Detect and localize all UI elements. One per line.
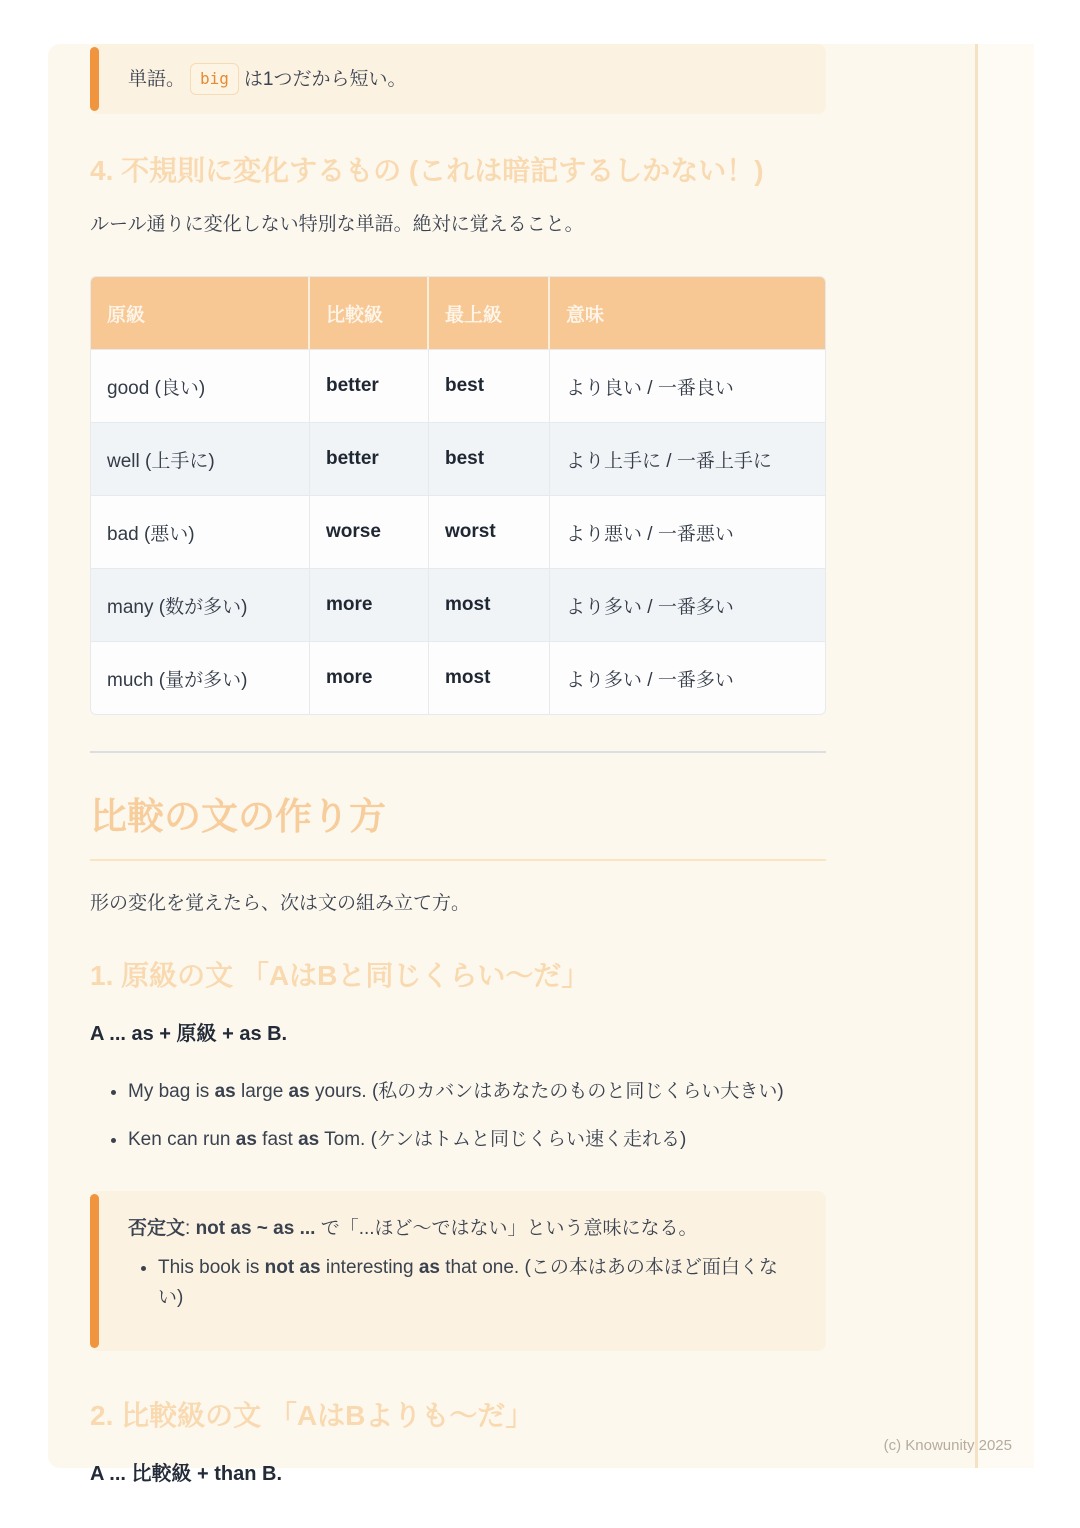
section-divider — [90, 751, 826, 753]
positive-example-list — [90, 1077, 826, 1155]
cell-comparative: more — [310, 641, 429, 714]
column-header-meaning: 意味 — [550, 277, 826, 349]
table-row — [91, 641, 826, 714]
cell-meaning: より良い / 一番良い — [550, 349, 826, 422]
cell-superlative: most — [429, 641, 550, 714]
document-content — [90, 44, 826, 1487]
cell-comparative: worse — [310, 495, 429, 568]
cell-meaning: より多い / 一番多い — [550, 568, 826, 641]
cell-comparative: better — [310, 422, 429, 495]
cell-meaning: より上手に / 一番上手に — [550, 422, 826, 495]
page-margin-divider — [975, 44, 978, 1468]
list-item: • My bag is as large as yours. (私のカバンはあなたのものと同じくらい大きい) — [128, 1077, 826, 1107]
cell-superlative: best — [429, 422, 550, 495]
section-heading-irregular: 4. 不規則に変化するもの (これは暗記するしかない！) — [90, 155, 764, 186]
cell-superlative: most — [429, 568, 550, 641]
irregular-comparison-table — [91, 277, 826, 714]
section-heading-comparative: 2. 比較級の文 「AはBよりも〜だ」 — [90, 1400, 534, 1431]
table-row — [91, 349, 826, 422]
cell-base-form: good (良い) — [91, 349, 310, 422]
positive-formula: A ... as + 原級 + as B. — [90, 1023, 288, 1045]
section-heading-positive: 1. 原級の文 「AはBと同じくらい〜だ」 — [90, 960, 590, 991]
column-header-comparative: 比較級 — [310, 277, 429, 349]
copyright-watermark: (c) Knowunity 2025 — [883, 1437, 1012, 1454]
note-callout-top — [90, 44, 826, 114]
callout-text-after: は1つだから短い。 — [243, 69, 407, 90]
cell-superlative: worst — [429, 495, 550, 568]
negative-note-text: 否定文: not as ~ as ... で「...ほど〜ではない」という意味になる。 — [128, 1218, 698, 1239]
table-row — [91, 495, 826, 568]
main-heading-sentence-building: 比較の文の作り方 — [90, 795, 826, 861]
cell-base-form: bad (悪い) — [91, 495, 310, 568]
table-row — [91, 568, 826, 641]
comparative-formula: A ... 比較級 + than B. — [90, 1463, 283, 1485]
inline-code-big: big — [190, 63, 239, 95]
list-item: • This book is not as interesting as that one. (この本はあの本ほど面白くない) — [158, 1253, 800, 1313]
cell-meaning: より悪い / 一番悪い — [550, 495, 826, 568]
column-header-superlative: 最上級 — [429, 277, 550, 349]
cell-comparative: more — [310, 568, 429, 641]
irregular-intro-text: ルール通りに変化しない特別な単語。絶対に覚えること。 — [90, 214, 584, 235]
column-header-base: 原級 — [91, 277, 310, 349]
cell-base-form: well (上手に) — [91, 422, 310, 495]
negative-note-callout — [90, 1191, 826, 1351]
table-row — [91, 422, 826, 495]
table-header-row — [91, 277, 826, 349]
irregular-table-wrap — [90, 276, 826, 715]
cell-meaning: より多い / 一番多い — [550, 641, 826, 714]
negative-example-list — [128, 1253, 800, 1313]
page-margin-strip — [978, 44, 1034, 1468]
list-item: • Ken can run as fast as Tom. (ケンはトムと同じくらい速く走れる) — [128, 1125, 826, 1155]
sentence-intro-text: 形の変化を覚えたら、次は文の組み立て方。 — [90, 893, 471, 914]
callout-text-before: 単語。 — [128, 69, 186, 90]
cell-base-form: many (数が多い) — [91, 568, 310, 641]
cell-base-form: much (量が多い) — [91, 641, 310, 714]
cell-superlative: best — [429, 349, 550, 422]
cell-comparative: better — [310, 349, 429, 422]
